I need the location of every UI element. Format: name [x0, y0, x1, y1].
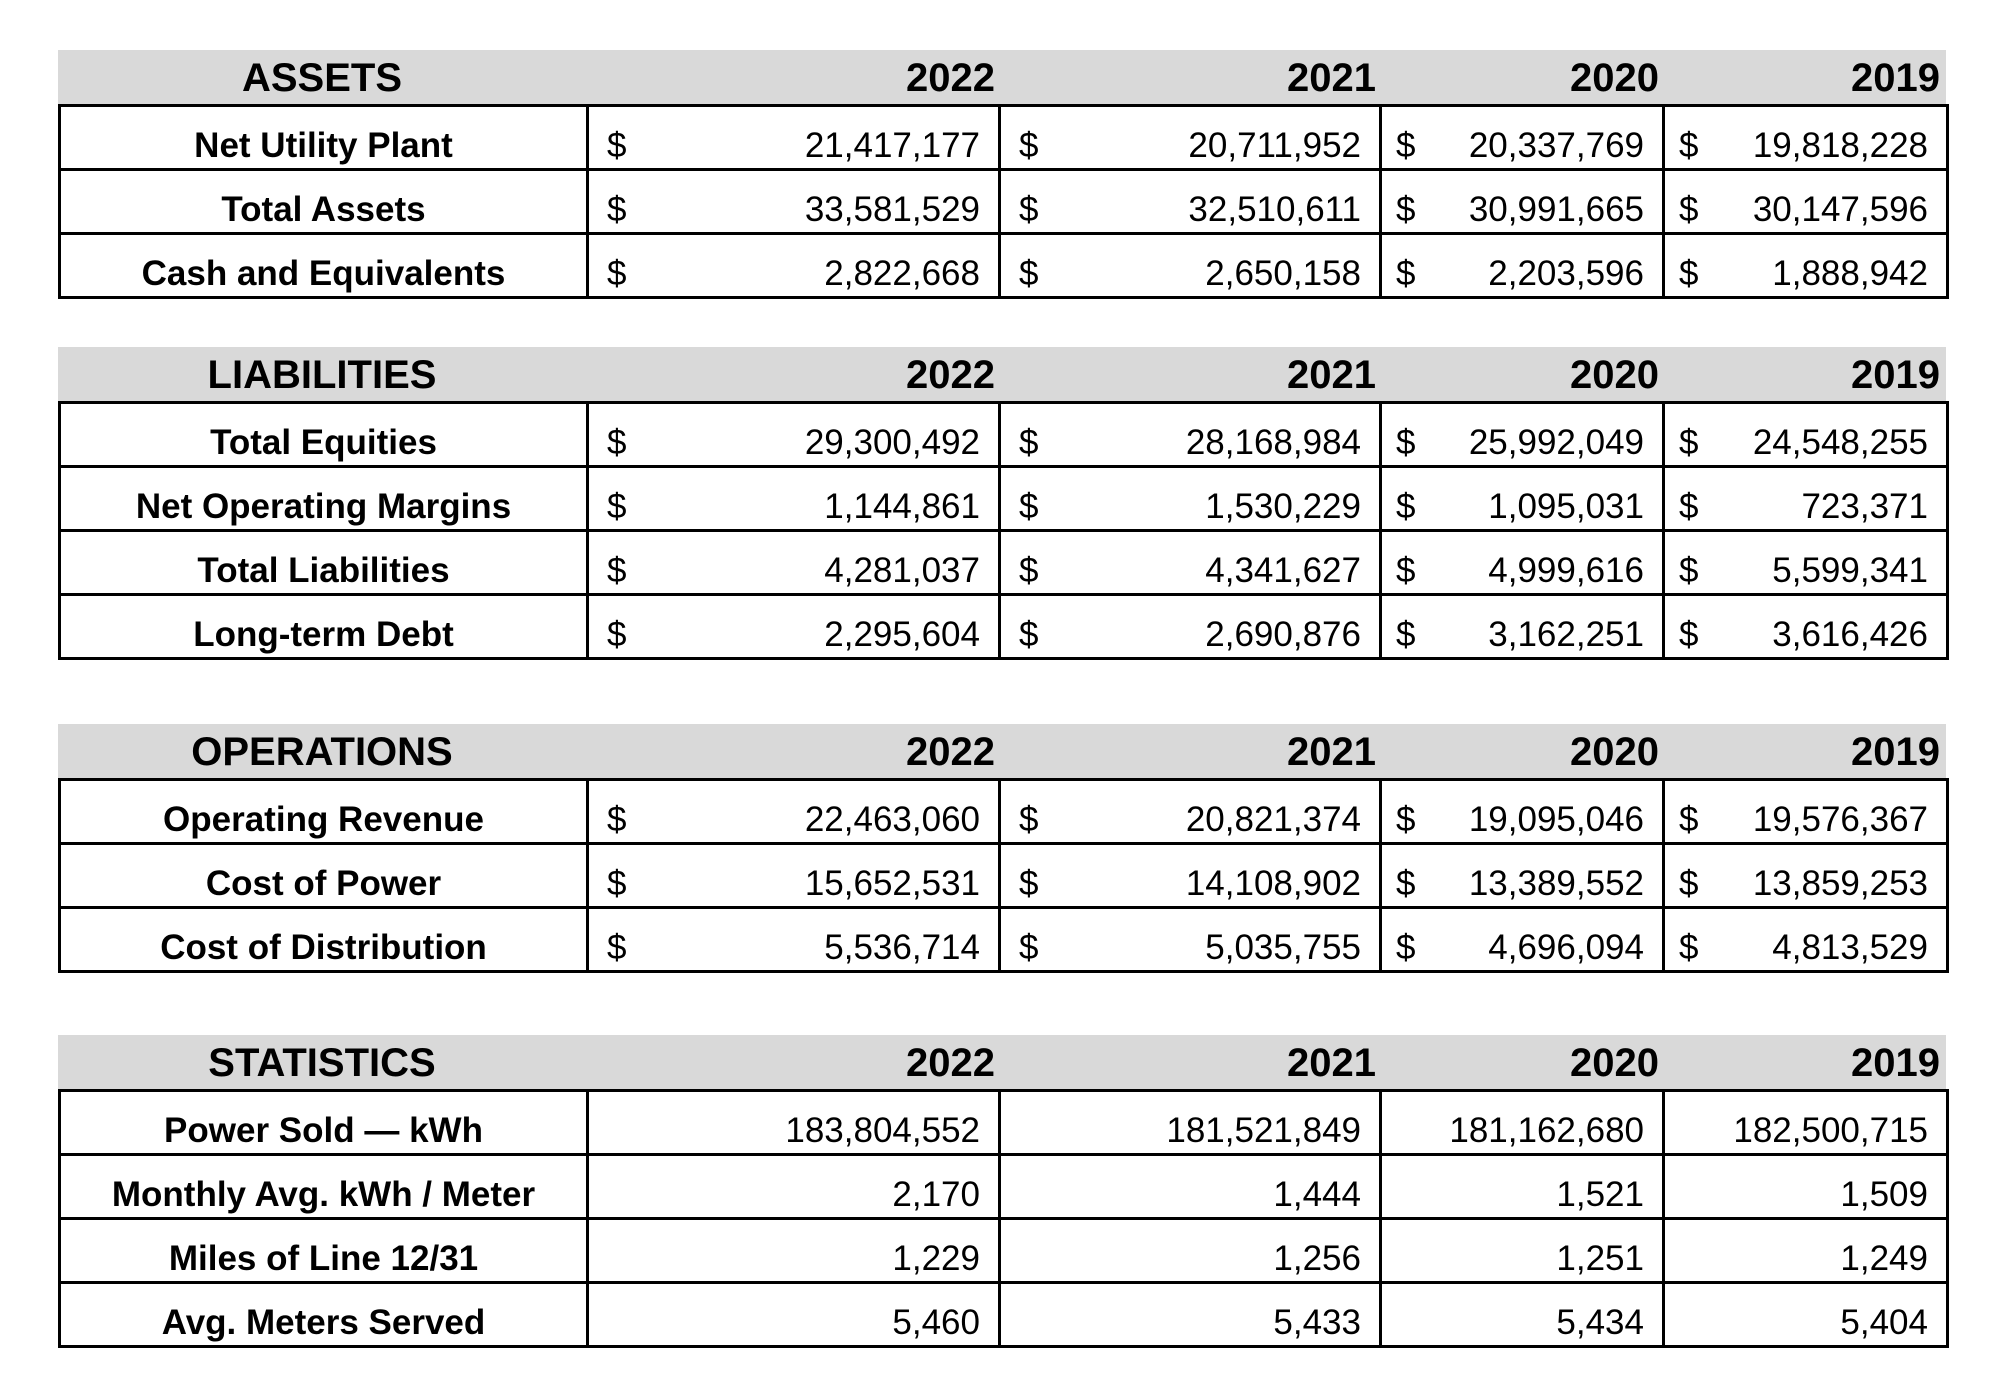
cell-value: 4,813,529 — [1772, 928, 1928, 967]
cell-value: 32,510,611 — [1188, 190, 1361, 229]
value-cell — [588, 1283, 1000, 1347]
cell-value: 21,417,177 — [804, 126, 980, 165]
currency-symbol: $ — [1396, 190, 1416, 229]
row-label: Cash and Equivalents — [60, 234, 588, 298]
table-row — [60, 1219, 1948, 1283]
value-cell — [1381, 1283, 1664, 1347]
cell-value: 4,999,616 — [1488, 551, 1644, 590]
operations-table — [58, 778, 1949, 973]
year-header: 2022 — [906, 1041, 995, 1085]
cell-value: 2,650,158 — [1205, 254, 1361, 293]
row-label: Net Utility Plant — [60, 106, 588, 170]
currency-symbol: $ — [607, 126, 627, 165]
value-cell — [1000, 170, 1381, 234]
value-cell — [1000, 780, 1381, 844]
value-cell — [1664, 467, 1948, 531]
table-row — [60, 531, 1948, 595]
value-cell — [588, 1091, 1000, 1155]
year-header: 2020 — [1570, 1041, 1659, 1085]
cell-value: 1,888,942 — [1772, 254, 1928, 293]
cell-value: 1,144,861 — [824, 487, 980, 526]
cell-value: 14,108,902 — [1185, 864, 1361, 903]
statistics-header — [58, 1035, 1946, 1089]
currency-symbol: $ — [1679, 615, 1699, 654]
section-title: LIABILITIES — [207, 353, 437, 397]
table-row — [60, 467, 1948, 531]
value-cell — [1381, 403, 1664, 467]
value-cell — [588, 780, 1000, 844]
cell-value: 30,991,665 — [1468, 190, 1644, 229]
year-header: 2019 — [1851, 730, 1940, 774]
value-cell — [1664, 1219, 1948, 1283]
currency-symbol: $ — [1679, 864, 1699, 903]
currency-symbol: $ — [1019, 190, 1039, 229]
row-label: Cost of Power — [60, 844, 588, 908]
year-header: 2021 — [1287, 56, 1376, 100]
currency-symbol: $ — [1679, 928, 1699, 967]
currency-symbol: $ — [1396, 615, 1416, 654]
value-cell — [1000, 1219, 1381, 1283]
currency-symbol: $ — [607, 864, 627, 903]
currency-symbol: $ — [1019, 487, 1039, 526]
value-cell — [1000, 1283, 1381, 1347]
cell-value: 1,249 — [1840, 1239, 1928, 1278]
table-row — [60, 844, 1948, 908]
value-cell — [588, 403, 1000, 467]
cell-value: 183,804,552 — [785, 1111, 980, 1150]
value-cell — [1664, 106, 1948, 170]
cell-value: 30,147,596 — [1752, 190, 1928, 229]
row-label: Avg. Meters Served — [60, 1283, 588, 1347]
value-cell — [1664, 844, 1948, 908]
currency-symbol: $ — [607, 190, 627, 229]
value-cell — [1000, 908, 1381, 972]
cell-value: 33,581,529 — [804, 190, 980, 229]
row-label: Miles of Line 12/31 — [60, 1219, 588, 1283]
cell-value: 19,095,046 — [1468, 800, 1644, 839]
value-cell — [1381, 1219, 1664, 1283]
cell-value: 19,818,228 — [1752, 126, 1928, 165]
value-cell — [1000, 234, 1381, 298]
cell-value: 5,599,341 — [1772, 551, 1928, 590]
value-cell — [588, 595, 1000, 659]
year-header: 2022 — [906, 353, 995, 397]
statistics-table — [58, 1089, 1949, 1348]
cell-value: 2,822,668 — [824, 254, 980, 293]
row-label: Operating Revenue — [60, 780, 588, 844]
cell-value: 1,251 — [1556, 1239, 1644, 1278]
cell-value: 15,652,531 — [804, 864, 980, 903]
value-cell — [1000, 1155, 1381, 1219]
value-cell — [588, 908, 1000, 972]
value-cell — [1381, 1155, 1664, 1219]
cell-value: 5,433 — [1273, 1303, 1361, 1342]
liabilities-table — [58, 401, 1949, 660]
assets-section — [58, 50, 1946, 299]
value-cell — [1000, 467, 1381, 531]
value-cell — [1381, 531, 1664, 595]
cell-value: 13,389,552 — [1468, 864, 1644, 903]
currency-symbol: $ — [607, 615, 627, 654]
year-header: 2021 — [1287, 730, 1376, 774]
currency-symbol: $ — [1396, 928, 1416, 967]
operations-header — [58, 724, 1946, 778]
table-row — [60, 1155, 1948, 1219]
currency-symbol: $ — [1019, 254, 1039, 293]
value-cell — [1000, 844, 1381, 908]
row-label: Total Equities — [60, 403, 588, 467]
cell-value: 5,404 — [1840, 1303, 1928, 1342]
row-label: Long-term Debt — [60, 595, 588, 659]
cell-value: 181,521,849 — [1166, 1111, 1361, 1150]
value-cell — [1381, 467, 1664, 531]
cell-value: 24,548,255 — [1752, 423, 1928, 462]
value-cell — [1664, 780, 1948, 844]
currency-symbol: $ — [1679, 254, 1699, 293]
currency-symbol: $ — [607, 800, 627, 839]
cell-value: 22,463,060 — [804, 800, 980, 839]
cell-value: 1,521 — [1556, 1175, 1644, 1214]
cell-value: 182,500,715 — [1733, 1111, 1928, 1150]
value-cell — [588, 531, 1000, 595]
currency-symbol: $ — [1396, 551, 1416, 590]
assets-header — [58, 50, 1946, 104]
cell-value: 1,229 — [892, 1239, 980, 1278]
currency-symbol: $ — [607, 254, 627, 293]
cell-value: 4,281,037 — [824, 551, 980, 590]
currency-symbol: $ — [1019, 864, 1039, 903]
currency-symbol: $ — [607, 551, 627, 590]
cell-value: 28,168,984 — [1185, 423, 1361, 462]
currency-symbol: $ — [1679, 487, 1699, 526]
row-label: Total Assets — [60, 170, 588, 234]
currency-symbol: $ — [1019, 126, 1039, 165]
year-header: 2022 — [906, 56, 995, 100]
cell-value: 29,300,492 — [804, 423, 980, 462]
value-cell — [1664, 1155, 1948, 1219]
cell-value: 20,337,769 — [1468, 126, 1644, 165]
value-cell — [1381, 780, 1664, 844]
value-cell — [1664, 531, 1948, 595]
cell-value: 1,530,229 — [1205, 487, 1361, 526]
currency-symbol: $ — [1679, 126, 1699, 165]
currency-symbol: $ — [1679, 423, 1699, 462]
value-cell — [1000, 595, 1381, 659]
cell-value: 2,170 — [892, 1175, 980, 1214]
value-cell — [1000, 531, 1381, 595]
row-label: Net Operating Margins — [60, 467, 588, 531]
cell-value: 13,859,253 — [1752, 864, 1928, 903]
value-cell — [1664, 170, 1948, 234]
year-header: 2020 — [1570, 56, 1659, 100]
value-cell — [1664, 595, 1948, 659]
value-cell — [588, 844, 1000, 908]
currency-symbol: $ — [1019, 928, 1039, 967]
currency-symbol: $ — [1679, 190, 1699, 229]
cell-value: 1,256 — [1273, 1239, 1361, 1278]
year-header: 2019 — [1851, 353, 1940, 397]
cell-value: 20,821,374 — [1185, 800, 1361, 839]
value-cell — [1381, 170, 1664, 234]
row-label: Cost of Distribution — [60, 908, 588, 972]
cell-value: 2,295,604 — [824, 615, 980, 654]
value-cell — [1381, 595, 1664, 659]
currency-symbol: $ — [1396, 126, 1416, 165]
table-row — [60, 170, 1948, 234]
value-cell — [1381, 908, 1664, 972]
table-row — [60, 106, 1948, 170]
value-cell — [588, 170, 1000, 234]
value-cell — [1381, 106, 1664, 170]
value-cell — [588, 467, 1000, 531]
cell-value: 723,371 — [1801, 487, 1928, 526]
operations-section — [58, 724, 1946, 973]
table-row — [60, 403, 1948, 467]
year-header: 2020 — [1570, 730, 1659, 774]
table-row — [60, 1091, 1948, 1155]
row-label: Total Liabilities — [60, 531, 588, 595]
value-cell — [1381, 844, 1664, 908]
value-cell — [1664, 234, 1948, 298]
value-cell — [1381, 1091, 1664, 1155]
value-cell — [1664, 1091, 1948, 1155]
table-row — [60, 780, 1948, 844]
value-cell — [588, 1219, 1000, 1283]
liabilities-header — [58, 347, 1946, 401]
cell-value: 5,035,755 — [1205, 928, 1361, 967]
section-title: OPERATIONS — [191, 730, 453, 774]
currency-symbol: $ — [1396, 423, 1416, 462]
assets-table — [58, 104, 1949, 299]
year-header: 2020 — [1570, 353, 1659, 397]
table-row — [60, 1283, 1948, 1347]
cell-value: 5,536,714 — [824, 928, 980, 967]
value-cell — [1664, 403, 1948, 467]
cell-value: 3,162,251 — [1488, 615, 1644, 654]
row-label: Monthly Avg. kWh / Meter — [60, 1155, 588, 1219]
cell-value: 20,711,952 — [1188, 126, 1361, 165]
value-cell — [1664, 908, 1948, 972]
table-row — [60, 595, 1948, 659]
section-title: ASSETS — [241, 56, 403, 100]
value-cell — [588, 234, 1000, 298]
table-row — [60, 234, 1948, 298]
year-header: 2019 — [1851, 56, 1940, 100]
year-header: 2022 — [906, 730, 995, 774]
cell-value: 19,576,367 — [1752, 800, 1928, 839]
currency-symbol: $ — [1396, 487, 1416, 526]
currency-symbol: $ — [1396, 864, 1416, 903]
cell-value: 3,616,426 — [1772, 615, 1928, 654]
currency-symbol: $ — [607, 487, 627, 526]
statistics-section — [58, 1035, 1946, 1348]
year-header: 2019 — [1851, 1041, 1940, 1085]
row-label: Power Sold — kWh — [60, 1091, 588, 1155]
cell-value: 1,444 — [1273, 1175, 1361, 1214]
table-row — [60, 908, 1948, 972]
cell-value: 5,434 — [1556, 1303, 1644, 1342]
year-header: 2021 — [1287, 353, 1376, 397]
cell-value: 5,460 — [892, 1303, 980, 1342]
value-cell — [1000, 106, 1381, 170]
value-cell — [1664, 1283, 1948, 1347]
cell-value: 1,509 — [1840, 1175, 1928, 1214]
currency-symbol: $ — [1679, 551, 1699, 590]
cell-value: 1,095,031 — [1488, 487, 1644, 526]
currency-symbol: $ — [1396, 254, 1416, 293]
section-title: STATISTICS — [208, 1041, 436, 1085]
value-cell — [1381, 234, 1664, 298]
value-cell — [1000, 403, 1381, 467]
year-header: 2021 — [1287, 1041, 1376, 1085]
currency-symbol: $ — [607, 928, 627, 967]
currency-symbol: $ — [1396, 800, 1416, 839]
currency-symbol: $ — [607, 423, 627, 462]
currency-symbol: $ — [1019, 423, 1039, 462]
currency-symbol: $ — [1679, 800, 1699, 839]
value-cell — [588, 1155, 1000, 1219]
value-cell — [588, 106, 1000, 170]
cell-value: 2,203,596 — [1488, 254, 1644, 293]
cell-value: 4,341,627 — [1205, 551, 1361, 590]
cell-value: 25,992,049 — [1468, 423, 1644, 462]
liabilities-section — [58, 347, 1946, 660]
cell-value: 181,162,680 — [1449, 1111, 1644, 1150]
cell-value: 2,690,876 — [1205, 615, 1361, 654]
currency-symbol: $ — [1019, 615, 1039, 654]
currency-symbol: $ — [1019, 551, 1039, 590]
value-cell — [1000, 1091, 1381, 1155]
cell-value: 4,696,094 — [1488, 928, 1644, 967]
currency-symbol: $ — [1019, 800, 1039, 839]
